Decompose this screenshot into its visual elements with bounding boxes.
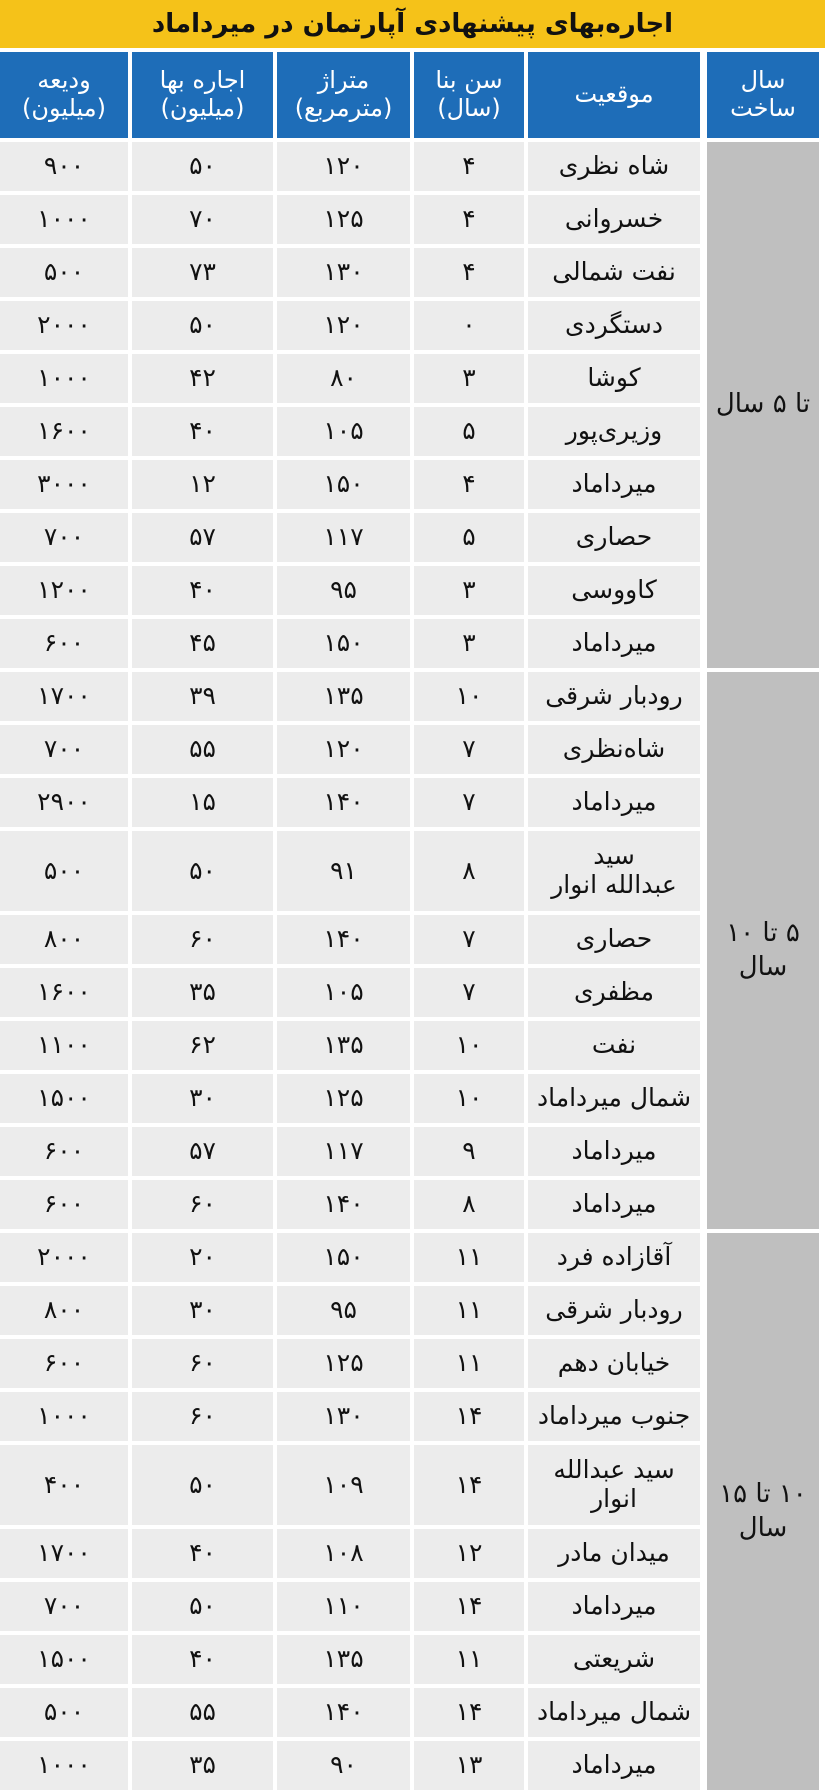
cell-location: میرداماد — [528, 619, 700, 668]
cell-location: آقازاده فرد — [528, 1233, 700, 1282]
cell-area: ۱۳۰ — [277, 248, 410, 297]
cell-rent: ۴۰ — [132, 1635, 273, 1684]
cell-deposit: ۱۷۰۰ — [0, 672, 128, 721]
header-age: سن بنا (سال) — [414, 52, 524, 138]
cell-deposit: ۷۰۰ — [0, 513, 128, 562]
cell-deposit: ۵۰۰ — [0, 1688, 128, 1737]
cell-age: ۱۴ — [414, 1392, 524, 1441]
header-location: موقعیت — [528, 52, 700, 138]
cell-area: ۱۱۷ — [277, 1127, 410, 1176]
header-deposit: ودیعه (میلیون) — [0, 52, 128, 138]
cell-location: حصاری — [528, 513, 700, 562]
cell-deposit: ۲۹۰۰ — [0, 778, 128, 827]
cell-location: کاووسی — [528, 566, 700, 615]
cell-age: ۱۰ — [414, 672, 524, 721]
cell-area: ۸۰ — [277, 354, 410, 403]
cell-area: ۱۱۷ — [277, 513, 410, 562]
cell-rent: ۳۵ — [132, 1741, 273, 1790]
cell-deposit: ۷۰۰ — [0, 1582, 128, 1631]
cell-deposit: ۱۰۰۰ — [0, 195, 128, 244]
cell-location: میرداماد — [528, 1180, 700, 1229]
cell-location: مظفری — [528, 968, 700, 1017]
cell-location: دستگردی — [528, 301, 700, 350]
cell-deposit: ۸۰۰ — [0, 1286, 128, 1335]
cell-age: ۱۱ — [414, 1233, 524, 1282]
cell-deposit: ۱۲۰۰ — [0, 566, 128, 615]
cell-area: ۱۳۵ — [277, 1635, 410, 1684]
cell-age: ۹ — [414, 1127, 524, 1176]
cell-rent: ۵۰ — [132, 831, 273, 911]
cell-area: ۱۲۰ — [277, 725, 410, 774]
cell-area: ۱۴۰ — [277, 915, 410, 964]
cell-location: شمال میرداماد — [528, 1688, 700, 1737]
cell-rent: ۷۰ — [132, 195, 273, 244]
cell-rent: ۴۰ — [132, 566, 273, 615]
cell-location: میدان مادر — [528, 1529, 700, 1578]
cell-deposit: ۱۵۰۰ — [0, 1074, 128, 1123]
cell-deposit: ۶۰۰ — [0, 1127, 128, 1176]
cell-area: ۹۵ — [277, 1286, 410, 1335]
group-cell: ۵ تا ۱۰ سال — [707, 672, 819, 1229]
cell-area: ۱۲۰ — [277, 142, 410, 191]
cell-age: ۴ — [414, 142, 524, 191]
cell-deposit: ۵۰۰ — [0, 248, 128, 297]
cell-deposit: ۲۰۰۰ — [0, 301, 128, 350]
group-cell: ۱۰ تا ۱۵ سال — [707, 1233, 819, 1790]
cell-area: ۱۴۰ — [277, 1180, 410, 1229]
cell-location: سید عبدالله انوار — [528, 831, 700, 911]
cell-age: ۱۲ — [414, 1529, 524, 1578]
cell-area: ۱۱۰ — [277, 1582, 410, 1631]
cell-rent: ۵۰ — [132, 1582, 273, 1631]
cell-deposit: ۵۰۰ — [0, 831, 128, 911]
cell-rent: ۳۹ — [132, 672, 273, 721]
cell-area: ۹۵ — [277, 566, 410, 615]
cell-rent: ۵۷ — [132, 1127, 273, 1176]
cell-rent: ۶۰ — [132, 1339, 273, 1388]
cell-location: شاه‌نظری — [528, 725, 700, 774]
cell-area: ۱۴۰ — [277, 778, 410, 827]
cell-age: ۳ — [414, 619, 524, 668]
cell-deposit: ۹۰۰ — [0, 142, 128, 191]
cell-age: ۵ — [414, 407, 524, 456]
cell-age: ۵ — [414, 513, 524, 562]
cell-location: جنوب میرداماد — [528, 1392, 700, 1441]
cell-location: وزیری‌پور — [528, 407, 700, 456]
cell-location: نفت — [528, 1021, 700, 1070]
cell-deposit: ۶۰۰ — [0, 1180, 128, 1229]
cell-location: میرداماد — [528, 778, 700, 827]
cell-location: خیابان دهم — [528, 1339, 700, 1388]
cell-area: ۹۱ — [277, 831, 410, 911]
cell-location: کوشا — [528, 354, 700, 403]
cell-area: ۱۲۰ — [277, 301, 410, 350]
cell-location: میرداماد — [528, 1741, 700, 1790]
cell-age: ۸ — [414, 1180, 524, 1229]
header-area: متراژ (مترمربع) — [277, 52, 410, 138]
cell-location: شریعتی — [528, 1635, 700, 1684]
cell-area: ۱۵۰ — [277, 619, 410, 668]
cell-deposit: ۱۵۰۰ — [0, 1635, 128, 1684]
cell-location: شاه نظری — [528, 142, 700, 191]
cell-age: ۸ — [414, 831, 524, 911]
cell-age: ۱۱ — [414, 1286, 524, 1335]
cell-location: حصاری — [528, 915, 700, 964]
cell-rent: ۴۰ — [132, 407, 273, 456]
page-title: اجاره‌بهای پیشنهادی آپارتمان در میرداماد — [0, 0, 825, 48]
cell-age: ۷ — [414, 778, 524, 827]
cell-deposit: ۱۰۰۰ — [0, 1741, 128, 1790]
group-cell: تا ۵ سال — [707, 142, 819, 668]
cell-deposit: ۱۰۰۰ — [0, 354, 128, 403]
cell-rent: ۷۳ — [132, 248, 273, 297]
cell-deposit: ۱۱۰۰ — [0, 1021, 128, 1070]
cell-area: ۱۰۹ — [277, 1445, 410, 1525]
cell-age: ۱۱ — [414, 1635, 524, 1684]
cell-age: ۴ — [414, 460, 524, 509]
cell-age: ۱۰ — [414, 1021, 524, 1070]
cell-age: ۱۴ — [414, 1582, 524, 1631]
cell-area: ۱۲۵ — [277, 1074, 410, 1123]
cell-rent: ۴۰ — [132, 1529, 273, 1578]
cell-age: ۴ — [414, 195, 524, 244]
cell-age: ۱۴ — [414, 1688, 524, 1737]
cell-age: ۱۰ — [414, 1074, 524, 1123]
cell-area: ۱۰۸ — [277, 1529, 410, 1578]
cell-deposit: ۴۰۰ — [0, 1445, 128, 1525]
cell-deposit: ۶۰۰ — [0, 619, 128, 668]
cell-location: رودبار شرقی — [528, 1286, 700, 1335]
cell-area: ۱۳۵ — [277, 1021, 410, 1070]
cell-location: میرداماد — [528, 1127, 700, 1176]
cell-area: ۱۲۵ — [277, 195, 410, 244]
cell-deposit: ۲۰۰۰ — [0, 1233, 128, 1282]
cell-rent: ۶۰ — [132, 1180, 273, 1229]
cell-deposit: ۱۷۰۰ — [0, 1529, 128, 1578]
cell-area: ۱۰۵ — [277, 968, 410, 1017]
cell-deposit: ۱۶۰۰ — [0, 407, 128, 456]
cell-rent: ۱۵ — [132, 778, 273, 827]
cell-area: ۱۴۰ — [277, 1688, 410, 1737]
cell-rent: ۲۰ — [132, 1233, 273, 1282]
cell-area: ۱۳۵ — [277, 672, 410, 721]
cell-location: خسروانی — [528, 195, 700, 244]
cell-rent: ۵۰ — [132, 1445, 273, 1525]
cell-location: سید عبدالله انوار — [528, 1445, 700, 1525]
cell-area: ۱۵۰ — [277, 1233, 410, 1282]
cell-rent: ۶۲ — [132, 1021, 273, 1070]
cell-rent: ۶۰ — [132, 915, 273, 964]
cell-rent: ۳۰ — [132, 1286, 273, 1335]
cell-rent: ۴۵ — [132, 619, 273, 668]
cell-location: نفت شمالی — [528, 248, 700, 297]
cell-age: ۷ — [414, 915, 524, 964]
cell-location: رودبار شرقی — [528, 672, 700, 721]
cell-rent: ۶۰ — [132, 1392, 273, 1441]
cell-rent: ۳۰ — [132, 1074, 273, 1123]
cell-location: میرداماد — [528, 1582, 700, 1631]
cell-area: ۱۲۵ — [277, 1339, 410, 1388]
cell-deposit: ۱۰۰۰ — [0, 1392, 128, 1441]
cell-age: ۱۱ — [414, 1339, 524, 1388]
header-rent: اجاره بها (میلیون) — [132, 52, 273, 138]
cell-age: ۰ — [414, 301, 524, 350]
cell-age: ۱۳ — [414, 1741, 524, 1790]
cell-deposit: ۳۰۰۰ — [0, 460, 128, 509]
header-year: سال ساخت — [707, 52, 819, 138]
cell-area: ۱۳۰ — [277, 1392, 410, 1441]
cell-age: ۷ — [414, 725, 524, 774]
cell-rent: ۱۲ — [132, 460, 273, 509]
cell-rent: ۴۲ — [132, 354, 273, 403]
cell-deposit: ۶۰۰ — [0, 1339, 128, 1388]
cell-location: میرداماد — [528, 460, 700, 509]
cell-age: ۴ — [414, 248, 524, 297]
cell-rent: ۳۵ — [132, 968, 273, 1017]
cell-location: شمال میرداماد — [528, 1074, 700, 1123]
cell-rent: ۵۰ — [132, 142, 273, 191]
cell-deposit: ۸۰۰ — [0, 915, 128, 964]
cell-age: ۳ — [414, 566, 524, 615]
cell-age: ۳ — [414, 354, 524, 403]
cell-area: ۱۰۵ — [277, 407, 410, 456]
cell-rent: ۵۵ — [132, 725, 273, 774]
cell-age: ۷ — [414, 968, 524, 1017]
cell-age: ۱۴ — [414, 1445, 524, 1525]
cell-deposit: ۱۶۰۰ — [0, 968, 128, 1017]
cell-rent: ۵۵ — [132, 1688, 273, 1737]
cell-rent: ۵۰ — [132, 301, 273, 350]
cell-area: ۹۰ — [277, 1741, 410, 1790]
cell-area: ۱۵۰ — [277, 460, 410, 509]
cell-deposit: ۷۰۰ — [0, 725, 128, 774]
cell-rent: ۵۷ — [132, 513, 273, 562]
